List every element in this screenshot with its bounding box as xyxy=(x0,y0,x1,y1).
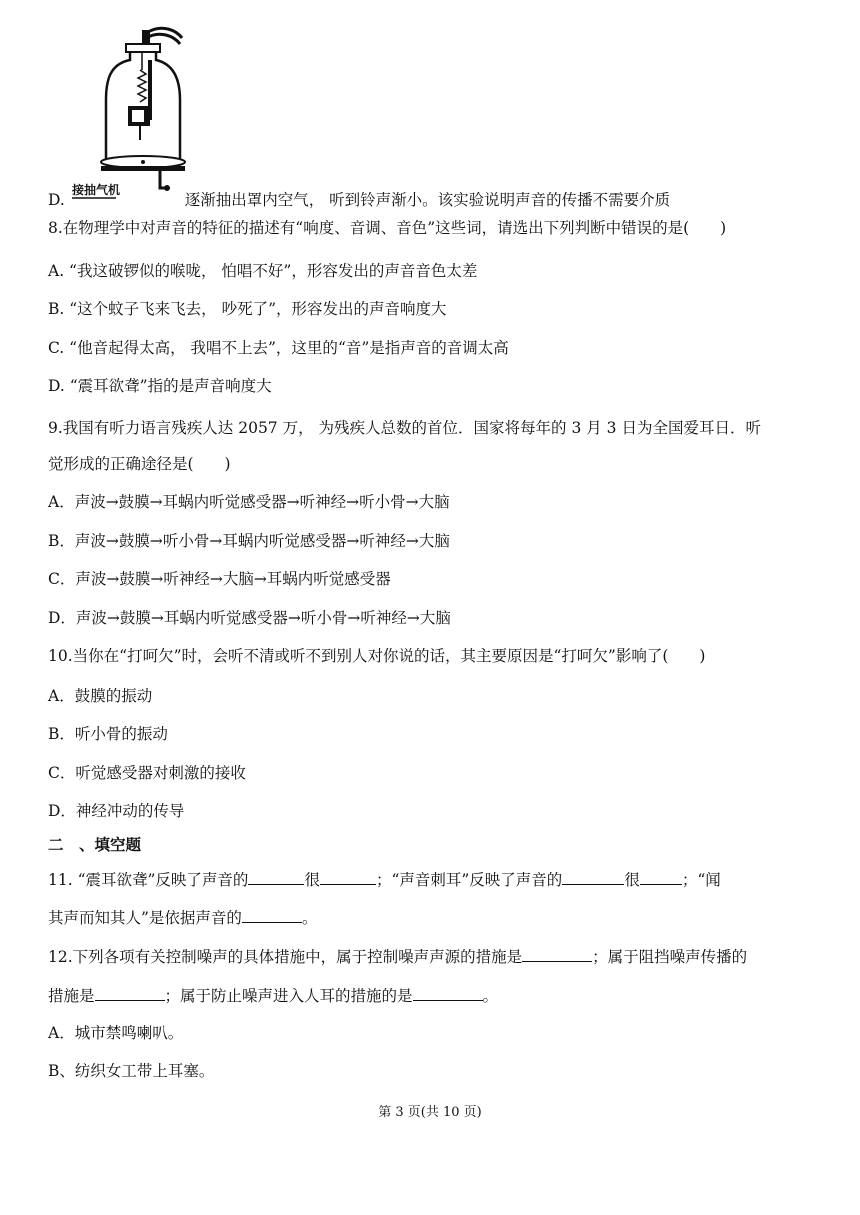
q12-text-5: 。 xyxy=(482,987,499,1005)
q7-option-d-text: 逐渐抽出罩内空气， 听到铃声渐小。该实验说明声音的传播不需要介质 xyxy=(184,191,671,209)
q12-line1 xyxy=(48,945,747,967)
q11-text-3: ；“声音刺耳”反映了声音的 xyxy=(375,871,563,889)
q9-stem-line2: 觉形成的正确途径是( ) xyxy=(48,455,231,473)
q8-stem: 8.在物理学中对声音的特征的描述有“响度、音调、音色”这些词，请选出下列判断中错误的是( ) xyxy=(48,219,727,237)
q11-text-6: 其声而知其人”是依据声音的 xyxy=(48,909,242,927)
q11-blank-5[interactable] xyxy=(242,906,302,923)
q9-stem-line1: 9.我国有听力语言残疾人达 2057 万， 为残疾人总数的首位．国家将每年的 3 月 3 日为全国爱耳日．听 xyxy=(48,419,761,437)
q8-option-b: B. “这个蚊子飞来飞去， 吵死了”，形容发出的声音响度大 xyxy=(48,300,447,318)
q12-text-4: ；属于防止噪声进入人耳的措施的是 xyxy=(164,987,413,1005)
q12-blank-1[interactable] xyxy=(522,945,592,962)
q12-option-a: A．城市禁鸣喇叭。 xyxy=(48,1024,184,1042)
q11-line1 xyxy=(48,868,721,890)
q12-blank-2[interactable] xyxy=(95,984,165,1001)
q12-text-2: ；属于阻挡噪声传播的 xyxy=(592,948,748,966)
q8-option-a: A. “我这破锣似的喉咙， 怕唱不好”，形容发出的声音音色太差 xyxy=(48,262,478,280)
q8-option-c: C. “他音起得太高， 我唱不上去”，这里的“音”是指声音的音调太高 xyxy=(48,339,509,357)
q9-option-d: D．声波→鼓膜→耳蜗内听觉感受器→听小骨→听神经→大脑 xyxy=(48,609,451,627)
q11-text-1: 11. “震耳欲聋”反映了声音的 xyxy=(48,871,249,889)
q12-line2 xyxy=(48,984,498,1006)
q12-option-b: B、纺织女工带上耳塞。 xyxy=(48,1062,215,1080)
q10-option-a: A．鼓膜的振动 xyxy=(48,687,153,705)
q11-blank-2[interactable] xyxy=(320,868,376,885)
q11-text-4: 很 xyxy=(624,871,640,889)
q12-text-3: 措施是 xyxy=(48,987,95,1005)
section-heading: 二 、填空题 xyxy=(48,836,142,854)
q9-option-a: A．声波→鼓膜→耳蜗内听觉感受器→听神经→听小骨→大脑 xyxy=(48,493,450,511)
bell-jar-vacuum-figure xyxy=(70,20,190,200)
page-footer: 第 3 页(共 10 页) xyxy=(378,1105,482,1120)
q8-option-d: D. “震耳欲聋”指的是声音响度大 xyxy=(48,377,272,395)
q9-option-c: C．声波→鼓膜→听神经→大脑→耳蜗内听觉感受器 xyxy=(48,570,391,588)
q7-option-d xyxy=(48,190,670,210)
q10-option-b: B．听小骨的振动 xyxy=(48,725,168,743)
q10-option-d: D．神经冲动的传导 xyxy=(48,802,185,820)
q11-text-7: 。 xyxy=(301,909,318,927)
q11-blank-3[interactable] xyxy=(562,868,624,885)
q12-blank-3[interactable] xyxy=(413,984,483,1001)
q11-text-5: ；“闻 xyxy=(681,871,721,889)
q11-text-2: 很 xyxy=(304,871,320,889)
q11-blank-4[interactable] xyxy=(640,868,682,885)
q11-blank-1[interactable] xyxy=(248,868,304,885)
q9-option-b: B．声波→鼓膜→听小骨→耳蜗内听觉感受器→听神经→大脑 xyxy=(48,532,450,550)
q10-option-c: C．听觉感受器对刺激的接收 xyxy=(48,764,246,782)
q11-line2 xyxy=(48,906,317,928)
q10-stem: 10.当你在“打呵欠”时，会听不清或听不到别人对你说的话，其主要原因是“打呵欠”影响了( ) xyxy=(48,647,706,665)
q7-option-d-letter: D. xyxy=(48,191,65,209)
q12-text-1: 12.下列各项有关控制噪声的具体措施中，属于控制噪声声源的措施是 xyxy=(48,948,523,966)
figure-label: 接抽气机 xyxy=(72,183,121,197)
